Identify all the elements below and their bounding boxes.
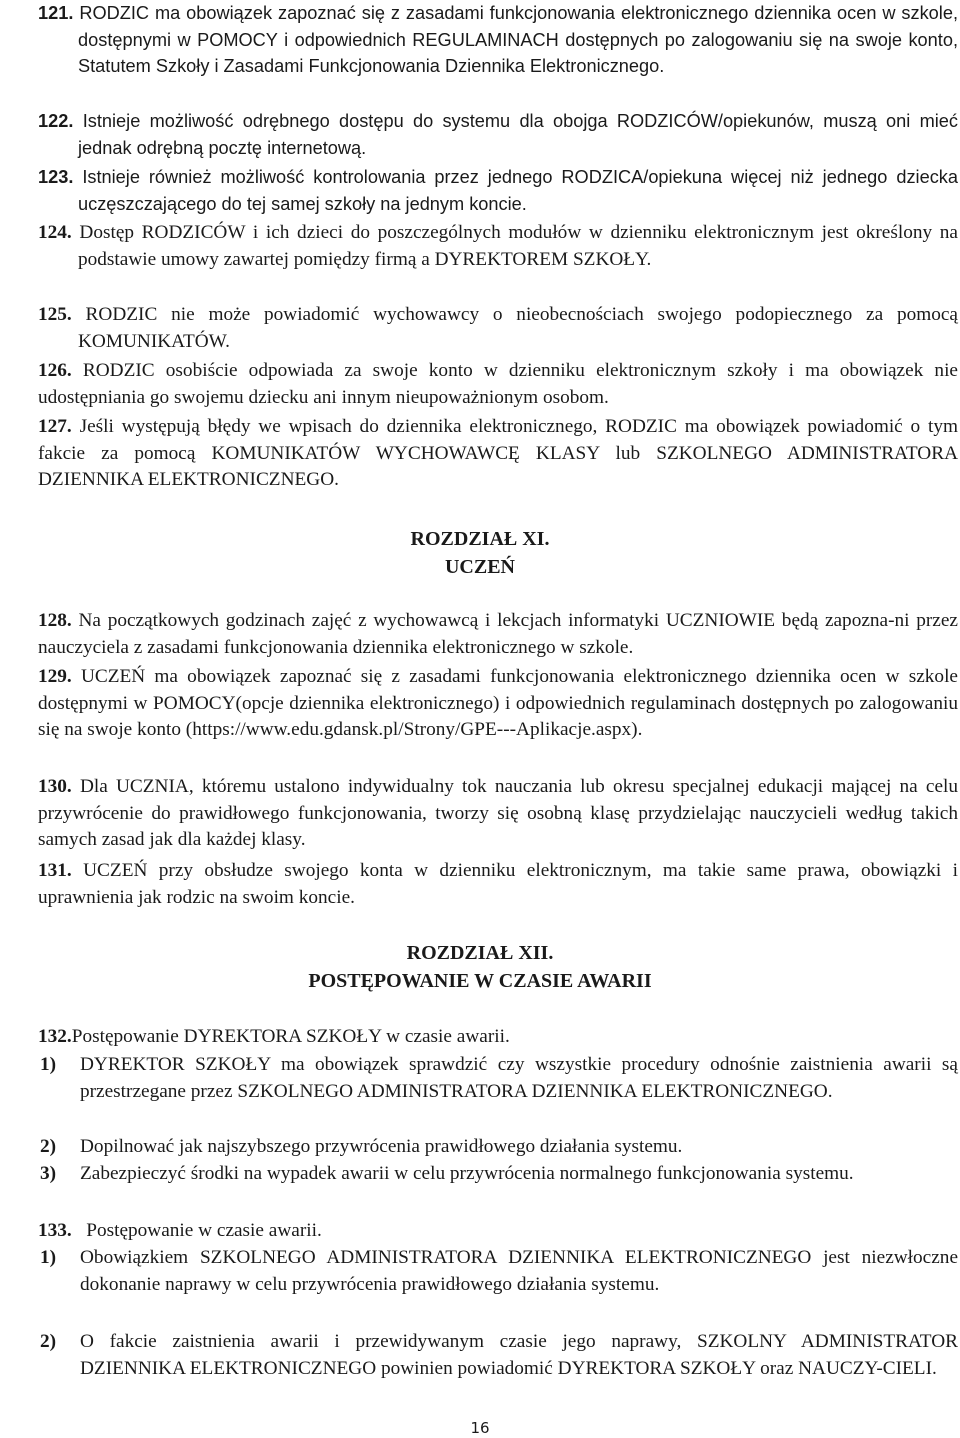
- list-item-text: DYREKTOR SZKOŁY ma obowiązek sprawdzić czy wszystkie procedury odnośnie zaistnienia awarii są przestrzegane przez SZKOLNEGO ADMINISTRATORA DZIENNIKA ELEKTRONICZNEGO.: [80, 1054, 958, 1102]
- list-item-132-1: [40, 1052, 958, 1105]
- list-item-132-3: [40, 1161, 958, 1188]
- list-item-133-2: [40, 1329, 958, 1382]
- paragraph-text: Dla UCZNIA, któremu ustalono indywidualny tok nauczania lub okresu specjalnej edukacji mającej na celu przywrócenie do prawidłowego funkcjonowania, tworzy się osobną klasę przydzielając nauczycieli według takich samych zasad jak dla każdej klasy.: [38, 776, 959, 851]
- paragraph-number: 125.: [38, 304, 72, 325]
- chapter-11-title: ROZDZIAŁ XI.: [410, 528, 550, 550]
- paragraph-126: [38, 358, 958, 411]
- list-item-number: 2): [40, 1136, 57, 1157]
- paragraph-text: Dostęp RODZICÓW i ich dzieci do poszczególnych modułów w dzienniku elektronicznym jest określony na podstawie umowy zawartej pomiędzy firmą a DYREKTOREM SZKOŁY.: [78, 222, 958, 270]
- paragraph-text: Postępowanie DYREKTORA SZKOŁY w czasie awarii.: [71, 1026, 510, 1047]
- paragraph-128: [38, 608, 958, 661]
- list-item-number: 1): [40, 1247, 57, 1268]
- paragraph-127: [38, 414, 958, 494]
- paragraph-number: 130.: [38, 776, 72, 797]
- list-item-133-1: [40, 1245, 958, 1298]
- list-item-text: Obowiązkiem SZKOLNEGO ADMINISTRATORA DZIENNIKA ELEKTRONICZNEGO jest niezwłoczne dokonanie naprawy w celu przywrócenia prawidłowego działania systemu.: [80, 1247, 958, 1295]
- paragraph-text: UCZEŃ ma obowiązek zapoznać się z zasadami funkcjonowania elektronicznego dziennika ocen w szkole dostępnymi w POMOCY(opcje dziennika elektronicznego) i odpowiednich regulaminach dostępnych po zalogowaniu się na swoje konto (https://www.edu.gdansk.pl/Strony/GPE---Aplikacje.aspx).: [38, 666, 958, 741]
- paragraph-text: Na początkowych godzinach zajęć z wychowawcą i lekcjach informatyki UCZNIOWIE będą zapozna-ni przez nauczyciela z zasadami funkcjonowania dziennika elektronicznego w szkole.: [38, 610, 958, 658]
- paragraph-130: [38, 774, 958, 854]
- paragraph-123: [38, 164, 958, 217]
- paragraph-number: 127.: [38, 416, 72, 437]
- chapter-11-subtitle: UCZEŃ: [444, 556, 515, 578]
- paragraph-number: 124.: [38, 222, 72, 243]
- paragraph-132: [38, 1024, 958, 1051]
- list-item-number: 1): [40, 1054, 57, 1075]
- paragraph-number: 123.: [38, 167, 74, 187]
- paragraph-122: [38, 108, 958, 161]
- paragraph-text: Postępowanie w czasie awarii.: [86, 1220, 322, 1241]
- chapter-12-title: ROZDZIAŁ XII.: [406, 942, 554, 964]
- paragraph-125: [38, 302, 958, 355]
- paragraph-text: Istnieje możliwość odrębnego dostępu do systemu dla obojga RODZICÓW/opiekunów, muszą oni mieć jednak odrębną pocztę internetową.: [78, 111, 958, 158]
- list-item-132-2: [40, 1134, 958, 1161]
- paragraph-number: 126.: [38, 360, 72, 381]
- paragraph-number: 121.: [38, 3, 74, 23]
- paragraph-number: 133.: [38, 1220, 72, 1241]
- paragraph-number: 122.: [38, 111, 74, 131]
- paragraph-text: UCZEŃ przy obsłudze swojego konta w dzienniku elektronicznym, ma takie same prawa, obowiązki i uprawnienia jak rodzic na swoim koncie.: [38, 860, 958, 908]
- paragraph-131: [38, 858, 958, 911]
- paragraph-129: [38, 664, 958, 744]
- paragraph-text: Jeśli występują błędy we wpisach do dziennika elektronicznego, RODZIC ma obowiązek powiadomić o tym fakcie za pomocą KOMUNIKATÓW WYCHOWAWCĘ KLASY lub SZKOLNEGO ADMINISTRATORA DZIENNIKA ELEKTRONICZNEGO.: [38, 416, 958, 491]
- chapter-12-subtitle: POSTĘPOWANIE W CZASIE AWARII: [308, 970, 652, 992]
- paragraph-number: 128.: [38, 610, 72, 631]
- paragraph-133: [38, 1218, 958, 1245]
- page-number: 16: [470, 1419, 490, 1437]
- paragraph-121: [38, 0, 958, 80]
- paragraph-number: 131.: [38, 860, 72, 881]
- paragraph-text: RODZIC osobiście odpowiada za swoje konto w dzienniku elektronicznym szkoły i ma obowiązek nie udostępniania go swojemu dziecku ani innym nieupoważnionym osobom.: [38, 360, 958, 408]
- paragraph-text: Istnieje również możliwość kontrolowania przez jednego RODZICA/opiekuna więcej niż jednego dziecka uczęszczającego do tej samej szkoły na jednym koncie.: [78, 167, 958, 214]
- list-item-text: Zabezpieczyć środki na wypadek awarii w celu przywrócenia normalnego funkcjonowania systemu.: [80, 1163, 854, 1184]
- paragraph-number: 132.: [38, 1026, 72, 1047]
- list-item-number: 2): [40, 1331, 57, 1352]
- paragraph-text: RODZIC ma obowiązek zapoznać się z zasadami funkcjonowania elektronicznego dziennika ocen w szkole, dostępnymi w POMOCY i odpowiednich REGULAMINACH dostępnych po zalogowaniu się na swoje konto, Statutem Szkoły i Zasadami Funkcjonowania Dziennika Elektronicznego.: [78, 3, 958, 77]
- paragraph-124: [38, 220, 958, 273]
- paragraph-number: 129.: [38, 666, 72, 687]
- list-item-number: 3): [40, 1163, 57, 1184]
- list-item-text: O fakcie zaistnienia awarii i przewidywanym czasie jego naprawy, SZKOLNY ADMINISTRATOR DZIENNIKA ELEKTRONICZNEGO powinien powiadomić DYREKTORA SZKOŁY oraz NAUCZY-CIELI.: [80, 1331, 958, 1379]
- list-item-text: Dopilnować jak najszybszego przywrócenia prawidłowego działania systemu.: [80, 1136, 683, 1157]
- paragraph-text: RODZIC nie może powiadomić wychowawcy o nieobecnościach swojego podopiecznego za pomocą KOMUNIKATÓW.: [78, 304, 958, 352]
